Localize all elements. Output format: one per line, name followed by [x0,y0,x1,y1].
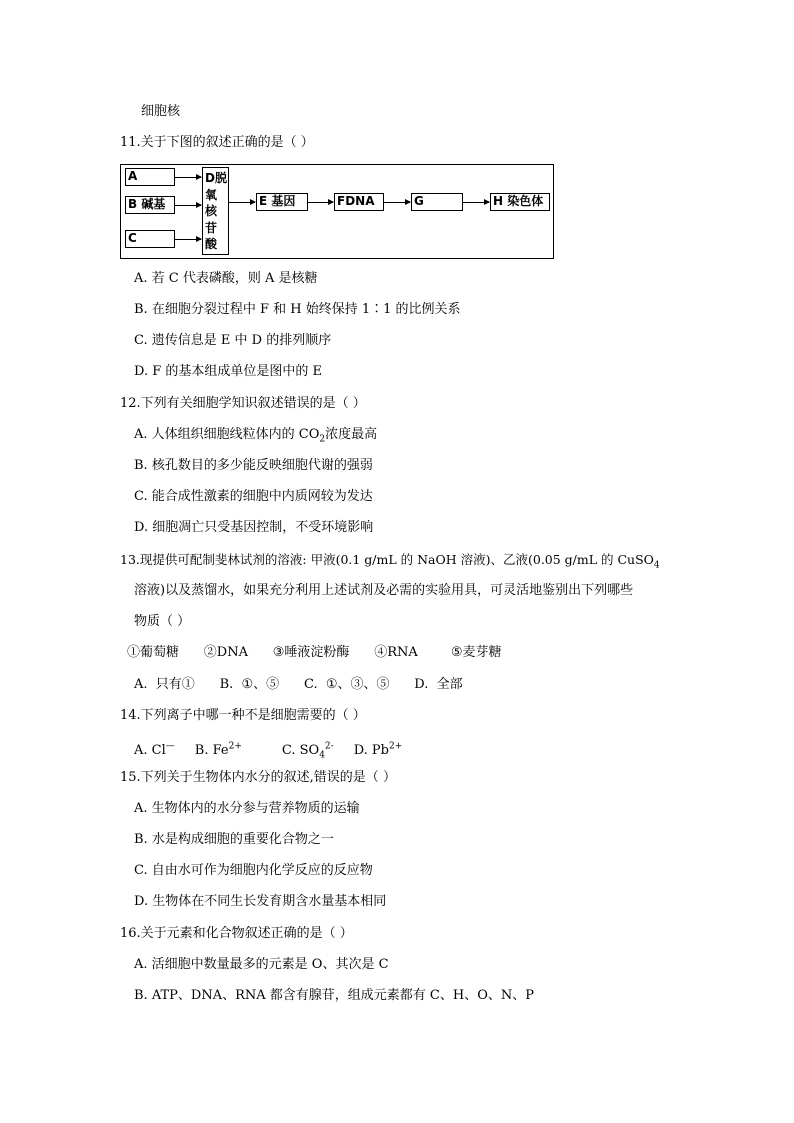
q12-option-c: C. 能合成性激素的细胞中内质网较为发达 [134,489,373,504]
q12-option-a: A. 人体组织细胞线粒体内的 $CO_2$浓度最高 [134,427,378,445]
box-d-line: D脱 [205,171,227,185]
q12-stem: 12.下列有关细胞学知识叙述错误的是（ ） [120,396,366,411]
q14-options [134,738,402,765]
arrow-c-d [175,239,201,240]
q16-option-b: B. ATP、DNA、RNA 都含有腺苷，组成元素都有 C、H、O、N、P [134,988,534,1003]
box-d-line: 酸 [205,237,218,251]
q14-stem: 14.下列离子中哪一种不是细胞需要的（ ） [120,708,366,723]
q13-stem-line1: 13.现提供可配制斐林试剂的溶液: 甲液(0.1 g/mL 的 NaOH 溶液)、乙液(0.05 g/mL 的 CuSO$_4$ [120,552,660,571]
q12-option-b: B. 核孔数目的多少能反映细胞代谢的强弱 [134,458,373,473]
q13-stem-line3: 物质（ ） [134,614,191,629]
q14-option-d: D. $Pb^{2+}$ [353,742,403,759]
q13-stem-line2: 溶液)以及蒸馏水，如果充分利用上述试剂及必需的实验用具，可灵活地鉴别出下列哪些 [134,583,634,598]
q16-stem: 16.关于元素和化合物叙述正确的是（ ） [120,926,353,941]
q13-items: ①葡萄糖 ②DNA ③唾液淀粉酶 ④RNA ⑤麦芽糖 [127,645,502,660]
box-h: H 染色体 [490,193,550,211]
q15-option-c: C. 自由水可作为细胞内化学反应的反应物 [134,863,373,878]
q16-option-a: A. 活细胞中数量最多的元素是 O、其次是 C [134,957,389,972]
box-d-line: 核 [205,204,218,218]
box-b: B 碱基 [125,196,175,214]
previous-fragment: 细胞核 [141,104,181,119]
box-c: C [125,230,175,248]
q11-diagram [120,164,554,259]
q15-option-b: B. 水是构成细胞的重要化合物之一 [134,832,334,847]
box-g: G [411,193,463,211]
arrow-b-d [175,205,201,206]
q11-option-b: B. 在细胞分裂过程中 F 和 H 始终保持 1∶1 的比例关系 [134,302,461,317]
q13-options: A. 只有① B. ①、⑤ C. ①、③、⑤ D. 全部 [134,677,463,692]
q11-stem: 11.关于下图的叙述正确的是（ ） [120,135,314,150]
box-d-line: 氧 [205,187,218,202]
box-f: FDNA [334,193,384,211]
q11-option-c: C. 遗传信息是 E 中 D 的排列顺序 [134,333,332,348]
box-a: A [125,168,175,186]
q15-stem: 15.下列关于生物体内水分的叙述,错误的是（ ） [120,770,396,785]
q15-option-a: A. 生物体内的水分参与营养物质的运输 [134,801,360,816]
arrow-f-g [384,202,410,203]
arrow-e-f [308,202,333,203]
q15-option-d: D. 生物体在不同生长发育期含水量基本相同 [134,894,387,909]
box-d-line: 苷 [205,220,218,235]
q14-option-a: A. Cl— [134,742,175,759]
q11-option-d: D. F 的基本组成单位是图中的 E [134,364,322,379]
q11-option-a: A. 若 C 代表磷酸，则 A 是核糖 [134,271,318,286]
q12-option-d: D. 细胞凋亡只受基因控制，不受环境影响 [134,520,374,535]
q14-option-b: B. $Fe^{2+}$ [194,742,242,759]
box-d [202,167,229,255]
arrow-a-d [175,177,201,178]
arrow-d-e [229,202,255,203]
arrow-g-h [463,202,489,203]
box-e: E 基因 [256,193,308,211]
q14-option-c: C. $SO_4^{2-}$ [281,742,334,761]
